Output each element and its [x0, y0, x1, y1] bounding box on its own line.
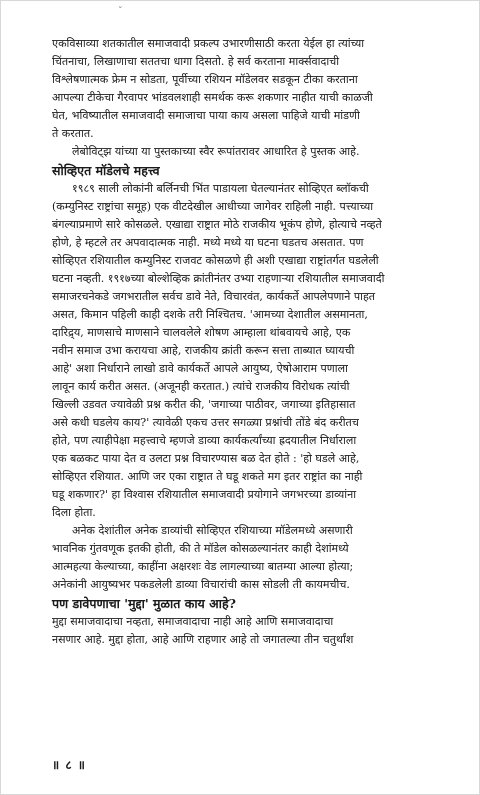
text-line: घडू शकणार?' हा विश्वास रशियातील समाजवादी प्रयोगाने जगभरच्या डाव्यांना — [52, 488, 357, 501]
text-line: (कम्युनिस्ट राष्ट्रांचा समूह) एक वीटदेखील आधीच्या जागेवर राहिली नाही. पत्त्याच्या — [52, 200, 374, 213]
text-line: खिल्ली उडवत ज्यावेळी प्रश्न करीत की, 'जगाच्या पाठीवर, जगाच्या इतिहासात — [52, 398, 356, 411]
section-heading: सोव्हिएत मॉडेलचे महत्त्व — [52, 163, 160, 178]
text-line: आत्महत्या केल्याच्या, काहींना अक्षरशः वेड लागल्याच्या बातम्या आल्या होत्या; — [52, 560, 354, 573]
scan-mark: ˇ — [118, 7, 123, 17]
text-line: असत, किमान पहिली काही दशके तरी निश्चितच. 'आमच्या देशातील असमानता, — [52, 308, 368, 321]
text-line: दिला होता. — [52, 506, 96, 519]
text-line: लेबोविट्झ यांच्या या पुस्तकाच्या स्वैर रूपांतरावर आधारित हे पुस्तक आहे. — [72, 145, 360, 158]
text-line: चिंतनाचा, लिखाणाचा सततचा धागा दिसतो. हे सर्व करताना मार्क्सवादाची — [52, 55, 340, 68]
text-line: सोव्हिएत रशियात. आणि जर एका राष्ट्रात ते घडू शकते मग इतर राष्ट्रांत का नाही — [52, 470, 363, 483]
text-line: लावून कार्य करीत असत. (अजूनही करतात.) त्यांचे राजकीय विरोधक त्यांची — [52, 380, 350, 393]
page-content — [52, 35, 456, 649]
text-line: दारिद्र्य, माणसाचे माणसाने चालवलेले शोषण आम्हाला थांबवायचे आहे, एक — [52, 326, 351, 339]
page-number: ॥ ८ ॥ — [52, 758, 86, 772]
text-line: सोव्हिएत रशियातील कम्युनिस्ट राजवट कोसळणे ही अशी एखाद्या राष्ट्रांतर्गत घडलेली — [52, 254, 379, 267]
text-line: आहे' अशा निर्धाराने लाखो डावे कार्यकर्ते आपले आयुष्य, ऐषोआराम पणाला — [52, 362, 348, 375]
source-note-paragraph — [52, 143, 456, 161]
text-line: मुद्दा समाजवादाचा नव्हता, समाजवादाचा नाही आहे आणि समाजवादाचा — [52, 615, 334, 628]
intro-paragraph — [52, 35, 456, 143]
text-line: एकविसाव्या शतकातील समाजवादी प्रकल्प उभारणीसाठी करता येईल हा त्यांच्या — [52, 37, 365, 50]
text-line: अनेक देशांतील अनेक डाव्यांची सोव्हिएत रशियाच्या मॉडेलमध्ये असणारी — [72, 524, 353, 537]
text-line: होते, पण त्याहीपेक्षा महत्त्वाचे म्हणजे डाव्या कार्यकर्त्यांच्या ह्रदयातील निर्धाराला — [52, 434, 357, 447]
section-heading: पण डावेपणाचा 'मुद्दा' मुळात काय आहे? — [52, 596, 236, 611]
text-line: आपल्या टीकेचा गैरवापर भांडवलशाही समर्थक करू शकणार नाहीत याची काळजी — [52, 91, 373, 104]
text-line: बंगल्याप्रमाणे सारे कोसळले. एखाद्या राष्ट्रात मोठे राजकीय भूकंप होणे, होत्याचे नव्हते — [52, 218, 382, 231]
body-paragraph — [52, 180, 456, 522]
text-line: घेत, भविष्यातील समाजवादी समाजाचा पाया काय असला पाहिजे याची मांडणी — [52, 109, 360, 122]
text-line: नवीन समाज उभा करायचा आहे, राजकीय क्रांती करून सत्ता ताब्यात घ्यायची — [52, 344, 355, 357]
text-line: एक बळकट पाया देत व उलटा प्रश्न विचारण्यास बळ देत होते : 'हो घडले आहे, — [52, 452, 360, 465]
text-line: अनेकांनी आयुष्यभर पकडलेली डाव्या विचारांची कास सोडली ती कायमचीच. — [52, 578, 350, 591]
text-line: समाजरचनेकडे जगभरातील सर्वच डावे नेते, विचारवंत, कार्यकर्ते आपलेपणाने पाहत — [52, 290, 376, 303]
text-line: विश्लेषणात्मक फ्रेम न सोडता, पूर्वीच्या रशियन मॉडेलवर सडकून टीका करताना — [52, 73, 358, 86]
text-line: १९८९ साली लोकांनी बर्लिनची भिंत पाडायला घेतल्यानंतर सोव्हिएत ब्लॉकची — [72, 182, 369, 195]
text-line: होणे, हे म्हटले तर अपवादात्मक नाही. मध्ये मध्ये या घटना घडतच असतात. पण — [52, 236, 364, 249]
text-line: भावनिक गुंतवणूक इतकी होती, की ते मॉडेल कोसळल्यानंतर काही देशांमध्ये — [52, 542, 349, 555]
text-line: ते करतात. — [52, 127, 94, 140]
body-paragraph — [52, 522, 456, 594]
text-line: नसणार आहे. मुद्दा होता, आहे आणि राहणार आहे तो जगातल्या तीन चतुर्थांश — [52, 633, 354, 646]
text-line: असे कधी घडलेय काय?' त्यावेळी एकच उत्तर सगळ्या प्रश्नांची तोंडे बंद करीतच — [52, 416, 359, 429]
body-paragraph — [52, 613, 456, 649]
text-line: घटना नव्हती. १९१७च्या बोल्शेव्हिक क्रांतीनंतर उभ्या राहणाऱ्या रशियातील समाजवादी — [52, 272, 385, 285]
